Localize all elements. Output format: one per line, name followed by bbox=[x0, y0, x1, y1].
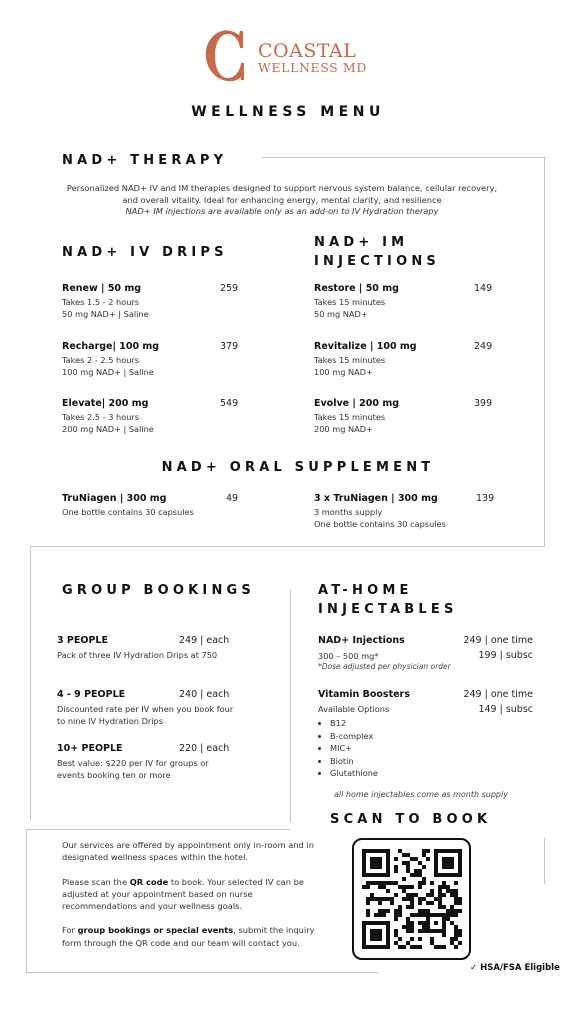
brand-subname: WELLNESS MD bbox=[258, 60, 367, 75]
item-name: 3 x TruNiagen | 300 mg bbox=[314, 493, 438, 504]
text-bold: group bookings or special events bbox=[77, 925, 234, 936]
athome-item-vitamins bbox=[318, 689, 533, 780]
item-price: 249 bbox=[474, 341, 493, 352]
item-name: NAD+ Injections bbox=[318, 635, 405, 646]
qr-code-icon bbox=[362, 849, 462, 949]
footer-text bbox=[62, 839, 322, 949]
item-name: Revitalize | 100 mg bbox=[314, 341, 417, 352]
item-price: 49 bbox=[226, 493, 239, 504]
item-detail: 100 mg NAD+ | Saline bbox=[62, 367, 154, 377]
item-price-subscription: 149 | subsc bbox=[478, 704, 533, 715]
text: Please scan the bbox=[62, 876, 130, 887]
item-name: Recharge| 100 mg bbox=[62, 341, 160, 352]
brand-name: COASTAL bbox=[258, 40, 357, 62]
item-dose-note: *Dose adjusted per physician order bbox=[318, 662, 451, 671]
footer-paragraph bbox=[62, 876, 322, 913]
footer-paragraph bbox=[62, 924, 322, 949]
item-name: Vitamin Boosters bbox=[318, 689, 410, 700]
item-detail: Best value: $220 per IV for groups or bbox=[57, 758, 209, 768]
item-detail: events booking ten or more bbox=[57, 770, 171, 780]
section-heading-oral: NAD+ ORAL SUPPLEMENT bbox=[161, 460, 435, 475]
frame-line bbox=[544, 838, 545, 884]
text: For bbox=[62, 925, 78, 936]
item-price: 399 bbox=[474, 398, 493, 409]
item-price: 220 | each bbox=[179, 743, 230, 754]
item-detail: Takes 2.5 - 3 hours bbox=[62, 412, 140, 422]
item-name: Evolve | 200 mg bbox=[314, 398, 400, 409]
vitamin-options-list bbox=[318, 717, 533, 780]
item-name: 3 PEOPLE bbox=[57, 635, 108, 646]
frame-line bbox=[290, 590, 291, 822]
menu-item-iv bbox=[62, 398, 242, 435]
section-heading-group: GROUP BOOKINGS bbox=[62, 583, 255, 598]
hsa-badge: ✓ HSA/FSA Eligible bbox=[470, 963, 560, 973]
frame-line bbox=[262, 157, 546, 158]
frame-line bbox=[544, 157, 545, 547]
item-name: TruNiagen | 300 mg bbox=[62, 493, 167, 504]
item-name: Restore | 50 mg bbox=[314, 283, 399, 294]
section-heading-iv: NAD+ IV DRIPS bbox=[62, 245, 228, 260]
item-detail: to nine IV Hydration Drips bbox=[57, 716, 164, 726]
item-detail: 200 mg NAD+ bbox=[314, 424, 373, 434]
item-price-subscription: 199 | subsc bbox=[478, 650, 533, 661]
item-price: 249 | each bbox=[179, 635, 230, 646]
group-item bbox=[57, 689, 277, 727]
item-price: 259 bbox=[220, 283, 239, 294]
item-price-one-time: 249 | one time bbox=[463, 635, 533, 646]
item-detail: Takes 15 minutes bbox=[314, 412, 386, 422]
item-name: 10+ PEOPLE bbox=[57, 743, 123, 754]
item-detail: 100 mg NAD+ bbox=[314, 367, 373, 377]
item-price: 240 | each bbox=[179, 689, 230, 700]
item-price-one-time: 249 | one time bbox=[463, 689, 533, 700]
nad-intro-text: Personalized NAD+ IV and IM therapies designed to support nervous system balance, cellular recovery, and overall vitality. Ideal for enhancing energy, mental clarity, and resilience bbox=[66, 183, 498, 205]
athome-item-nad bbox=[318, 635, 533, 671]
group-item bbox=[57, 743, 277, 781]
menu-item-im bbox=[314, 398, 494, 435]
brand-logo-icon bbox=[203, 29, 245, 83]
item-name: Renew | 50 mg bbox=[62, 283, 142, 294]
menu-item-iv bbox=[62, 283, 242, 320]
item-detail: 50 mg NAD+ bbox=[314, 309, 368, 319]
item-price: 379 bbox=[220, 341, 239, 352]
group-item bbox=[57, 635, 277, 661]
item-detail: 200 mg NAD+ | Saline bbox=[62, 424, 154, 434]
item-detail: Takes 15 minutes bbox=[314, 355, 386, 365]
item-detail: Takes 1.5 - 2 hours bbox=[62, 297, 140, 307]
frame-line bbox=[26, 972, 378, 973]
item-name: Elevate| 200 mg bbox=[62, 398, 149, 409]
item-detail: 50 mg NAD+ | Saline bbox=[62, 309, 149, 319]
nad-note: NAD+ IM injections are available only as an add-on to IV Hydration therapy bbox=[125, 206, 439, 216]
section-heading-im: NAD+ IM INJECTIONS bbox=[314, 235, 440, 269]
list-item: • B12 bbox=[330, 717, 533, 730]
list-item: • MIC+ bbox=[330, 742, 533, 755]
list-item: • B-complex bbox=[330, 730, 533, 743]
list-item: • Biotin bbox=[330, 755, 533, 768]
menu-item-im bbox=[314, 283, 494, 320]
item-detail: One bottle contains 30 capsules bbox=[314, 519, 446, 529]
menu-item-iv bbox=[62, 341, 242, 378]
page-title: WELLNESS MENU bbox=[191, 104, 385, 120]
frame-line bbox=[30, 546, 545, 547]
menu-item-oral bbox=[314, 493, 504, 530]
menu-item-im bbox=[314, 341, 494, 378]
supply-note: all home injectables come as month supply bbox=[334, 790, 508, 799]
item-price: 549 bbox=[220, 398, 239, 409]
item-dose: 300 – 500 mg* bbox=[318, 651, 379, 661]
item-detail: Takes 2 - 2.5 hours bbox=[62, 355, 140, 365]
item-detail: Discounted rate per IV when you book four bbox=[57, 704, 234, 714]
qr-code[interactable] bbox=[352, 838, 471, 960]
section-heading-nad: NAD+ THERAPY bbox=[62, 153, 228, 168]
text: , submit the inquiry form through the QR code and our team will contact you. bbox=[62, 925, 315, 948]
item-detail: One bottle contains 30 capsules bbox=[62, 507, 194, 517]
section-heading-athome: AT-HOME INJECTABLES bbox=[318, 583, 458, 617]
item-detail: Takes 15 minutes bbox=[314, 297, 386, 307]
nad-intro bbox=[62, 183, 502, 218]
list-item: • Glutathione bbox=[330, 767, 533, 780]
frame-line bbox=[26, 829, 27, 973]
item-name: 4 - 9 PEOPLE bbox=[57, 689, 126, 700]
menu-item-oral bbox=[62, 493, 252, 518]
scan-heading: SCAN TO BOOK bbox=[330, 812, 492, 827]
item-price: 139 bbox=[476, 493, 495, 504]
footer-paragraph: Our services are offered by appointment only in-room and in designated wellness spaces within the hotel. bbox=[62, 840, 315, 863]
options-label: Available Options bbox=[318, 704, 390, 714]
frame-line bbox=[26, 829, 290, 830]
item-detail: 3 months supply bbox=[314, 507, 383, 517]
item-detail: Pack of three IV Hydration Drips at 750 bbox=[57, 650, 218, 660]
text: to book. Your selected IV can be adjusted at your appointment based on nurse recommendations and your wellness goals. bbox=[62, 876, 304, 912]
text-bold: QR code bbox=[129, 876, 169, 887]
frame-line bbox=[30, 546, 31, 821]
item-price: 149 bbox=[474, 283, 493, 294]
